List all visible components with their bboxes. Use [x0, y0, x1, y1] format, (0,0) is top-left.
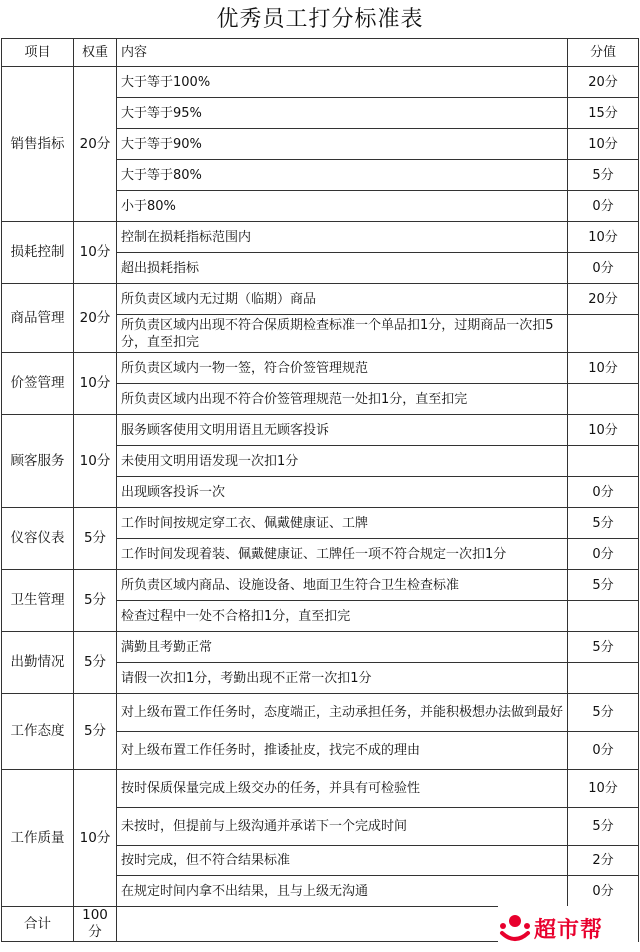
score-cell: [568, 315, 639, 353]
category-cell: 工作质量: [2, 770, 74, 907]
total-weight: 100分: [74, 907, 117, 942]
category-cell: 损耗控制: [2, 222, 74, 284]
score-cell: 5分: [568, 508, 639, 539]
category-cell: 工作态度: [2, 694, 74, 770]
weight-cell: 10分: [74, 222, 117, 284]
table-row: [2, 770, 639, 808]
content-cell: 服务顾客使用文明用语且无顾客投诉: [117, 415, 568, 446]
content-cell: 检查过程中一处不合格扣1分，直至扣完: [117, 601, 568, 632]
category-cell: 顾客服务: [2, 415, 74, 508]
content-cell: 大于等于95%: [117, 98, 568, 129]
content-cell: 所负责区域内商品、设施设备、地面卫生符合卫生检查标准: [117, 570, 568, 601]
score-cell: [568, 601, 639, 632]
content-cell: 请假一次扣1分，考勤出现不正常一次扣1分: [117, 663, 568, 694]
score-cell: 10分: [568, 222, 639, 253]
weight-cell: 5分: [74, 694, 117, 770]
weight-cell: 5分: [74, 508, 117, 570]
content-cell: 超出损耗指标: [117, 253, 568, 284]
category-cell: 商品管理: [2, 284, 74, 353]
content-cell: 所负责区域内出现不符合价签管理规范一处扣1分，直至扣完: [117, 384, 568, 415]
content-cell: 所负责区域内出现不符合保质期检查标准一个单品扣1分，过期商品一次扣5分，直至扣完: [117, 315, 568, 353]
score-cell: 10分: [568, 129, 639, 160]
table-row: [2, 694, 639, 732]
header-content: 内容: [117, 39, 568, 67]
content-cell: 大于等于90%: [117, 129, 568, 160]
weight-cell: 10分: [74, 770, 117, 907]
score-cell: 10分: [568, 415, 639, 446]
score-cell: [568, 446, 639, 477]
score-cell: 20分: [568, 284, 639, 315]
header-item: 项目: [2, 39, 74, 67]
content-cell: 大于等于80%: [117, 160, 568, 191]
weight-cell: 5分: [74, 632, 117, 694]
table-row: [2, 632, 639, 663]
content-cell: 在规定时间内拿不出结果，且与上级无沟通: [117, 876, 568, 907]
weight-cell: 10分: [74, 415, 117, 508]
table-row: [2, 284, 639, 315]
score-cell: [568, 663, 639, 694]
table-row: [2, 222, 639, 253]
scoring-table: [1, 38, 639, 942]
category-cell: 仪容仪表: [2, 508, 74, 570]
content-cell: 出现顾客投诉一次: [117, 477, 568, 508]
score-cell: 5分: [568, 808, 639, 846]
content-cell: 所负责区域内无过期（临期）商品: [117, 284, 568, 315]
score-cell: 0分: [568, 477, 639, 508]
header-score: 分值: [568, 39, 639, 67]
score-cell: 0分: [568, 732, 639, 770]
category-cell: 价签管理: [2, 353, 74, 415]
content-cell: 满勤且考勤正常: [117, 632, 568, 663]
score-cell: 0分: [568, 876, 639, 907]
score-cell: 0分: [568, 539, 639, 570]
score-cell: 5分: [568, 632, 639, 663]
content-cell: 未使用文明用语发现一次扣1分: [117, 446, 568, 477]
header-weight: 权重: [74, 39, 117, 67]
watermark-text: 超市帮: [534, 917, 604, 943]
score-cell: 5分: [568, 160, 639, 191]
content-cell: 工作时间发现着装、佩戴健康证、工牌任一项不符合规定一次扣1分: [117, 539, 568, 570]
content-cell: 工作时间按规定穿工衣、佩戴健康证、工牌: [117, 508, 568, 539]
content-cell: 控制在损耗指标范围内: [117, 222, 568, 253]
total-label: 合计: [2, 907, 74, 942]
category-cell: 卫生管理: [2, 570, 74, 632]
score-cell: 0分: [568, 253, 639, 284]
header-row: [2, 39, 639, 67]
content-cell: 对上级布置工作任务时，推诿扯皮，找完不成的理由: [117, 732, 568, 770]
table-title: 优秀员工打分标准表: [216, 7, 424, 32]
content-cell: 对上级布置工作任务时，态度端正，主动承担任务，并能积极想办法做到最好: [117, 694, 568, 732]
score-cell: 10分: [568, 770, 639, 808]
mascot-icon: [498, 913, 532, 943]
category-cell: 出勤情况: [2, 632, 74, 694]
watermark-logo: [498, 906, 638, 950]
content-cell: 小于80%: [117, 191, 568, 222]
category-cell: 销售指标: [2, 67, 74, 222]
score-cell: 15分: [568, 98, 639, 129]
content-cell: 按时完成，但不符合结果标准: [117, 846, 568, 876]
weight-cell: 20分: [74, 67, 117, 222]
weight-cell: 5分: [74, 570, 117, 632]
score-cell: 10分: [568, 353, 639, 384]
content-cell: 大于等于100%: [117, 67, 568, 98]
table-row: [2, 415, 639, 446]
table-row: [2, 353, 639, 384]
score-cell: [568, 384, 639, 415]
score-cell: 5分: [568, 570, 639, 601]
score-cell: 20分: [568, 67, 639, 98]
table-row: [2, 570, 639, 601]
table-row: [2, 67, 639, 98]
table-row: [2, 508, 639, 539]
weight-cell: 20分: [74, 284, 117, 353]
score-cell: 0分: [568, 191, 639, 222]
weight-cell: 10分: [74, 353, 117, 415]
content-cell: 按时保质保量完成上级交办的任务，并具有可检验性: [117, 770, 568, 808]
content-cell: 未按时，但提前与上级沟通并承诺下一个完成时间: [117, 808, 568, 846]
table-body: [2, 67, 639, 942]
score-cell: 2分: [568, 846, 639, 876]
content-cell: 所负责区域内一物一签，符合价签管理规范: [117, 353, 568, 384]
score-cell: 5分: [568, 694, 639, 732]
